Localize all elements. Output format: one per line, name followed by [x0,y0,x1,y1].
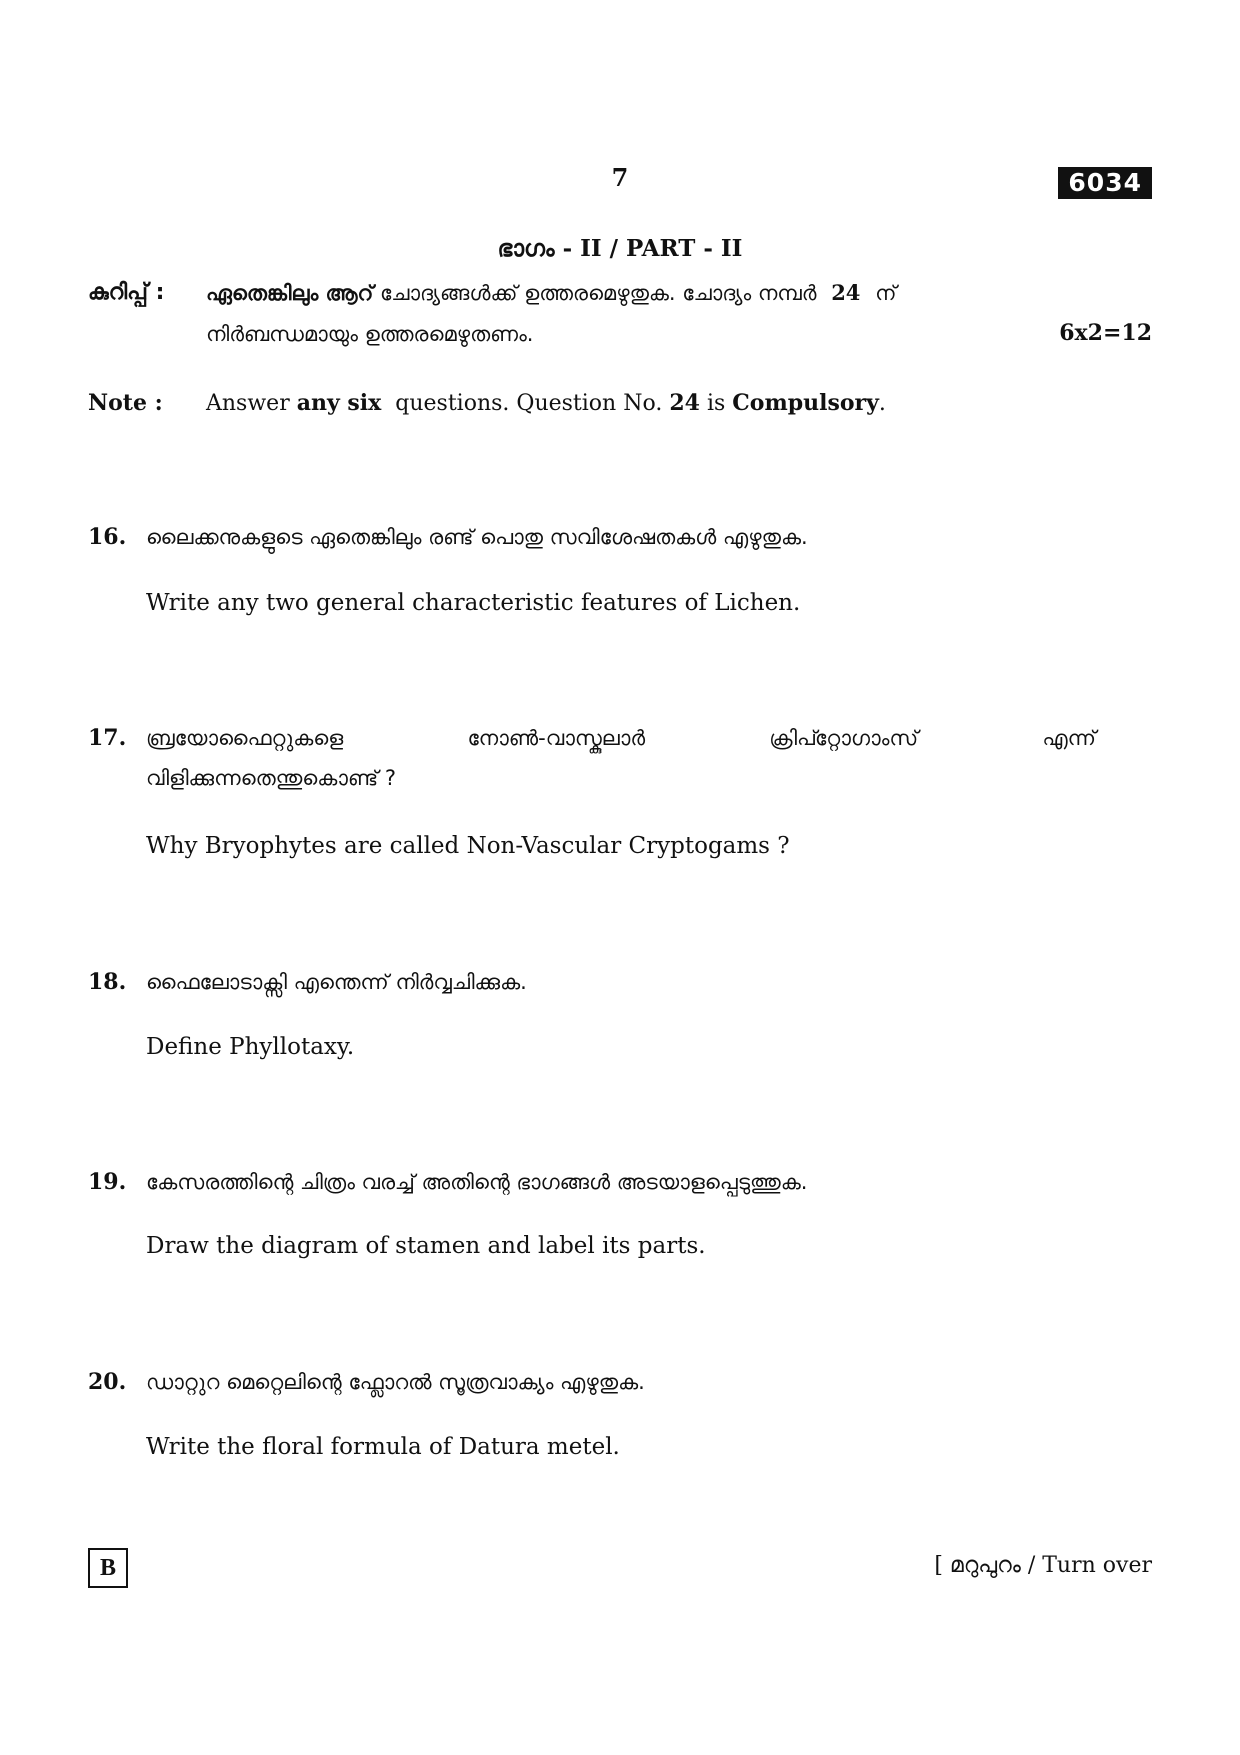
instruction-ml-rest: ചോദ്യങ്ങൾക്ക് ഉത്തരമെഴുതുക. ചോദ്യം നമ്പർ [380,281,817,305]
question-text-en: Why Bryophytes are called Non-Vascular Cryptogams ? [146,833,790,859]
question-number: 19. [88,1169,127,1195]
instruction-ml-end: ന് [875,281,897,305]
instruction-ml-label: കുറിപ്പ് : [88,280,165,305]
paper-code-badge: 6034 [1058,167,1152,199]
question-text-en: Write any two general characteristic features of Lichen. [146,590,801,616]
question-text-ml-line2: വിളിക്കുന്നതെന്തുകൊണ്ട് ? [146,766,397,790]
note-compulsory: Compulsory [732,390,879,416]
set-code-box: B [88,1548,128,1588]
question-number: 16. [88,524,127,550]
marks-allocation: 6x2=12 [1059,320,1152,346]
question-text-en: Draw the diagram of stamen and label its parts. [146,1233,706,1259]
question-text-ml: ഡാറ്റുറ മെറ്റെലിന്റെ ഫ്ലോറൽ സൂത്രവാക്യം എഴുതുക. [146,1370,645,1394]
page-number: 7 [611,163,629,192]
question-text-ml: ഫൈലോടാക്സി എന്തെന്ന് നിർവ്വചിക്കുക. [146,970,527,994]
note-text: Answer any six questions. Question No. 24 is Compulsory. [206,390,886,416]
instruction-ml-bold: ഏതെങ്കിലും ആറ് [206,281,374,305]
question-number: 18. [88,969,127,995]
question-number: 17. [88,725,127,751]
question-text-ml: ലൈക്കനുകളുടെ ഏതെങ്കിലും രണ്ട് പൊതു സവിശേഷതകൾ എഴുതുക. [146,525,808,549]
instruction-ml-qno: 24 [831,280,861,305]
note-any-six: any six [296,390,382,416]
question-text-en: Define Phyllotaxy. [146,1034,355,1060]
instruction-ml-line2: നിർബന്ധമായും ഉത്തരമെഴുതണം. [206,322,534,346]
note-qno: 24 [669,390,700,416]
question-number: 20. [88,1369,127,1395]
turn-over-note: [ മറുപുറം / Turn over [934,1553,1152,1578]
instruction-ml-line1 [206,280,897,306]
part-heading: ഭാഗം - II / PART - II [497,235,743,262]
question-text-ml: ബ്രയോഫൈറ്റുകളെ നോൺ-വാസ്കുലാർ ക്രിപ്റ്റോഗാംസ് എന്ന് [146,726,1096,750]
question-text-en: Write the floral formula of Datura metel. [146,1434,620,1460]
note-label: Note : [88,390,163,416]
question-text-ml: കേസരത്തിന്റെ ചിത്രം വരച്ച് അതിന്റെ ഭാഗങ്ങൾ അടയാളപ്പെടുത്തുക. [146,1170,808,1194]
